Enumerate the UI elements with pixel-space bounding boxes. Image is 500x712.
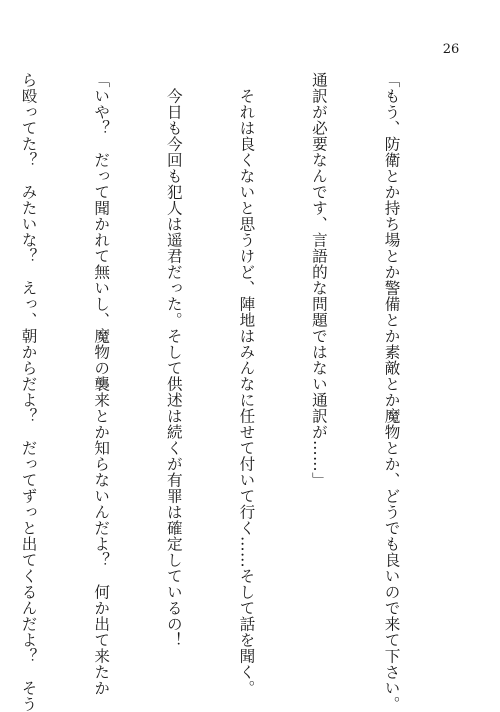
text-line: それは良くないと思うけど、陣地はみんなに任せて付いて行く……そして話を聞く。 (237, 72, 256, 696)
page-number: 26 (442, 42, 460, 57)
text-line: 「もう、防衛とか持ち場とか警備とか素敵とか魔物とか、どうでも良いので来て下さい。 (382, 72, 401, 712)
text-line: 通訳が必要なんです、言語的な問題ではない通訳が……」 (309, 72, 328, 488)
text-line: ら殴ってた？ みたいな？ えっ、朝からだよ？ だってずっと出てくるんだよ？ そう (19, 72, 38, 712)
text-line: 「いや？ だって聞かれて無いし、魔物の襲来とか知らないんだよ？ 何か出て来たか (92, 72, 111, 696)
text-line: 今日も今回も犯人は遥君だった。そして供述は続くが有罪は確定しているの！ (164, 72, 183, 648)
body-text (19, 72, 452, 712)
